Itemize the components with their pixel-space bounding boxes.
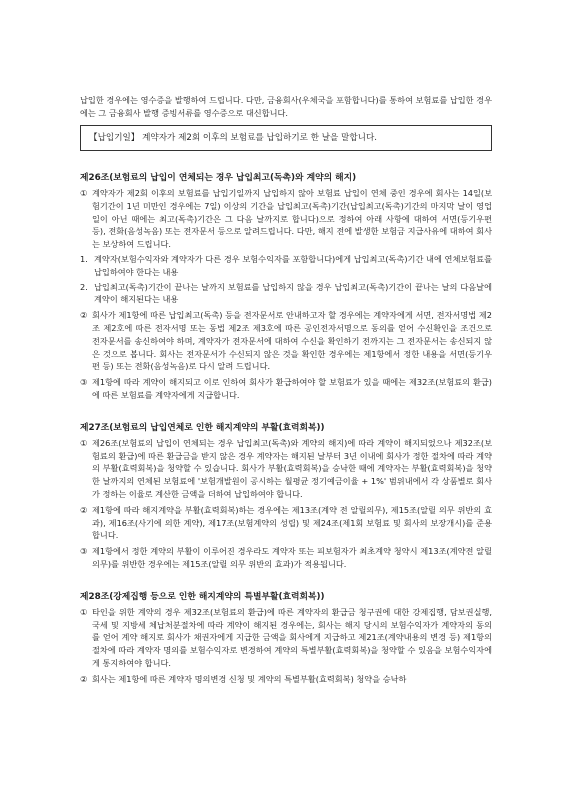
clause-paragraph bbox=[80, 437, 492, 501]
clause-paragraph bbox=[80, 376, 492, 402]
numbered-item bbox=[80, 281, 492, 307]
clause-paragraph bbox=[80, 504, 492, 542]
clause-marker: ② bbox=[80, 310, 88, 321]
article-section bbox=[80, 591, 492, 686]
clause-paragraph bbox=[80, 545, 492, 571]
definition-box: 【납입기일】 계약자가 제2회 이후의 보험료를 납입하기로 한 날을 말합니다. bbox=[80, 125, 492, 151]
clause-text: 납입최고(독촉)기간이 끝나는 날까지 보험료를 납입하지 않을 경우 납입최고(독촉)기간이 끝나는 날의 다음날에 계약이 해지된다는 내용 bbox=[94, 281, 492, 305]
clause-text: 계약자가 제2회 이후의 보험료를 납입기일까지 납입하지 않아 보험료 납입이 연체 중인 경우에 회사는 14일(보험기간이 1년 미만인 경우에는 7일) 이상의 기간을 납입최고(독촉)기간(납입최고(독촉)기간의 마지막 날이 영업일이 아닌 때에는 최고(독촉)기간은 그 다음 날까지로 합니다)으로 정하여 아래 사항에 대하여 서면(등기우편 등), 전화(음성녹음) 또는 전자문서 등으로 알려드립니다. 다만, 해지 전에 발생한 보험금 지급사유에 대하여 회사는 보상하여 드립니다. bbox=[92, 188, 492, 250]
clause-text: 계약자(보험수익자와 계약자가 다른 경우 보험수익자를 포함합니다)에게 납입최고(독촉)기간 내에 연체보험료를 납입하여야 한다는 내용 bbox=[94, 253, 492, 277]
clause-marker: ② bbox=[80, 673, 88, 684]
clause-paragraph bbox=[80, 673, 492, 686]
article-title: 제27조(보험료의 납입연체로 인한 해지계약의 부활(효력회복)) bbox=[80, 422, 325, 433]
clause-paragraph bbox=[80, 187, 492, 251]
intro-paragraph: 납입한 경우에는 영수증을 발행하여 드립니다. 다만, 금융회사(우체국을 포함합니다)를 통하여 보험료를 납입한 경우에는 그 금융회사 발행 증빙서류를 영수증으로 대신합니다. bbox=[80, 95, 492, 118]
clause-marker: ① bbox=[80, 606, 88, 617]
clause-marker: ① bbox=[80, 188, 88, 198]
clause-marker: ① bbox=[80, 437, 88, 448]
clause-text: 제1항에서 정한 계약의 부활이 이루어진 경우라도 계약자 또는 피보험자가 최초계약 청약시 제13조(계약전 알릴 의무)를 위반한 경우에는 제15조(알릴 의무 위반의 효과)가 적용됩니다. bbox=[92, 546, 492, 569]
clause-text: 회사는 제1항에 따른 계약자 명의변경 신청 및 계약의 특별부활(효력회복) 청약을 승낙하 bbox=[92, 673, 407, 684]
clause-marker: 1. bbox=[80, 253, 88, 264]
document-page bbox=[80, 94, 492, 686]
article-section bbox=[80, 422, 492, 571]
numbered-item bbox=[80, 253, 492, 279]
clause-text: 회사가 제1항에 따른 납입최고(독촉) 등을 전자문서로 안내하고자 할 경우에는 계약자에게 서면, 전자서명법 제2조 제2호에 따른 전자서명 또는 동법 제2조 제3호에 따른 공인전자서명으로 동의를 얻어 수신확인을 조건으로 전자문서를 송신하여야 하며, 계약자가 전자문서에 대하여 수신을 확인하기 전까지는 그 전자문서는 송신되지 않은 것으로 봅니다. 회사는 전자문서가 수신되지 않은 것을 확인한 경우에는 제1항에서 정한 내용을 서면(등기우편 등) 또는 전화(음성녹음)로 다시 알려 드립니다. bbox=[92, 310, 492, 372]
article-section bbox=[80, 172, 492, 402]
clause-text: 제1항에 따라 계약이 해지되고 이로 인하여 회사가 환급하여야 할 보험료가 있을 때에는 제32조(보험료의 환급)에 따른 보험료를 계약자에게 지급합니다. bbox=[92, 377, 492, 400]
clause-marker: 2. bbox=[80, 281, 88, 292]
clause-marker: ② bbox=[80, 504, 88, 515]
clause-paragraph bbox=[80, 606, 492, 670]
clause-marker: ③ bbox=[80, 377, 88, 388]
clause-text: 타인을 위한 계약의 경우 제32조(보험료의 환급)에 따른 계약자의 환급금 청구권에 대한 강제집행, 담보권실행, 국세 및 지방세 체납처분절차에 따라 계약이 해지된 경우에는, 회사는 해지 당시의 보험수익자가 계약자의 동의를 얻어 계약 해지로 회사가 채권자에게 지급한 금액을 회사에게 지급하고 제21조(계약내용의 변경 등) 제1항의 절차에 따라 계약자 명의를 보험수익자로 변경하여 계약의 특별부활(효력회복)을 청약할 수 있음을 보험수익자에게 통지하여야 합니다. bbox=[92, 606, 492, 668]
sections-container bbox=[80, 172, 492, 686]
clause-marker: ③ bbox=[80, 546, 88, 557]
article-title: 제28조(강제집행 등으로 인한 해지계약의 특별부활(효력회복)) bbox=[80, 591, 325, 602]
clause-text: 제26조(보험료의 납입이 연체되는 경우 납입최고(독촉)와 계약의 해지)에 따라 계약이 해지되었으나 제32조(보험료의 환급)에 따른 환급금을 받지 않은 경우 계약자는 해지된 날부터 3년 이내에 회사가 정한 절차에 따라 계약의 부활(효력회복)을 청약할 수 있습니다. 회사가 부활(효력회복)을 승낙한 때에 계약자는 부활(효력회복)을 청약한 날까지의 연체된 보험료에 '보험개발원이 공시하는 월평균 정기예금이율 + 1%' 범위내에서 각 상품별로 회사가 정하는 이율로 계산한 금액을 더하여 납입하여야 합니다. bbox=[92, 437, 492, 499]
article-title: 제26조(보험료의 납입이 연체되는 경우 납입최고(독촉)와 계약의 해지) bbox=[80, 173, 357, 183]
clause-paragraph bbox=[80, 309, 492, 373]
clause-text: 제1항에 따라 해지계약을 부활(효력회복)하는 경우에는 제13조(계약 전 알릴의무), 제15조(알릴 의무 위반의 효과), 제16조(사기에 의한 계약), 제17조(보험계약의 성립) 및 제24조(제1회 보험료 및 회사의 보장개시)를 준용합니다. bbox=[92, 504, 492, 541]
